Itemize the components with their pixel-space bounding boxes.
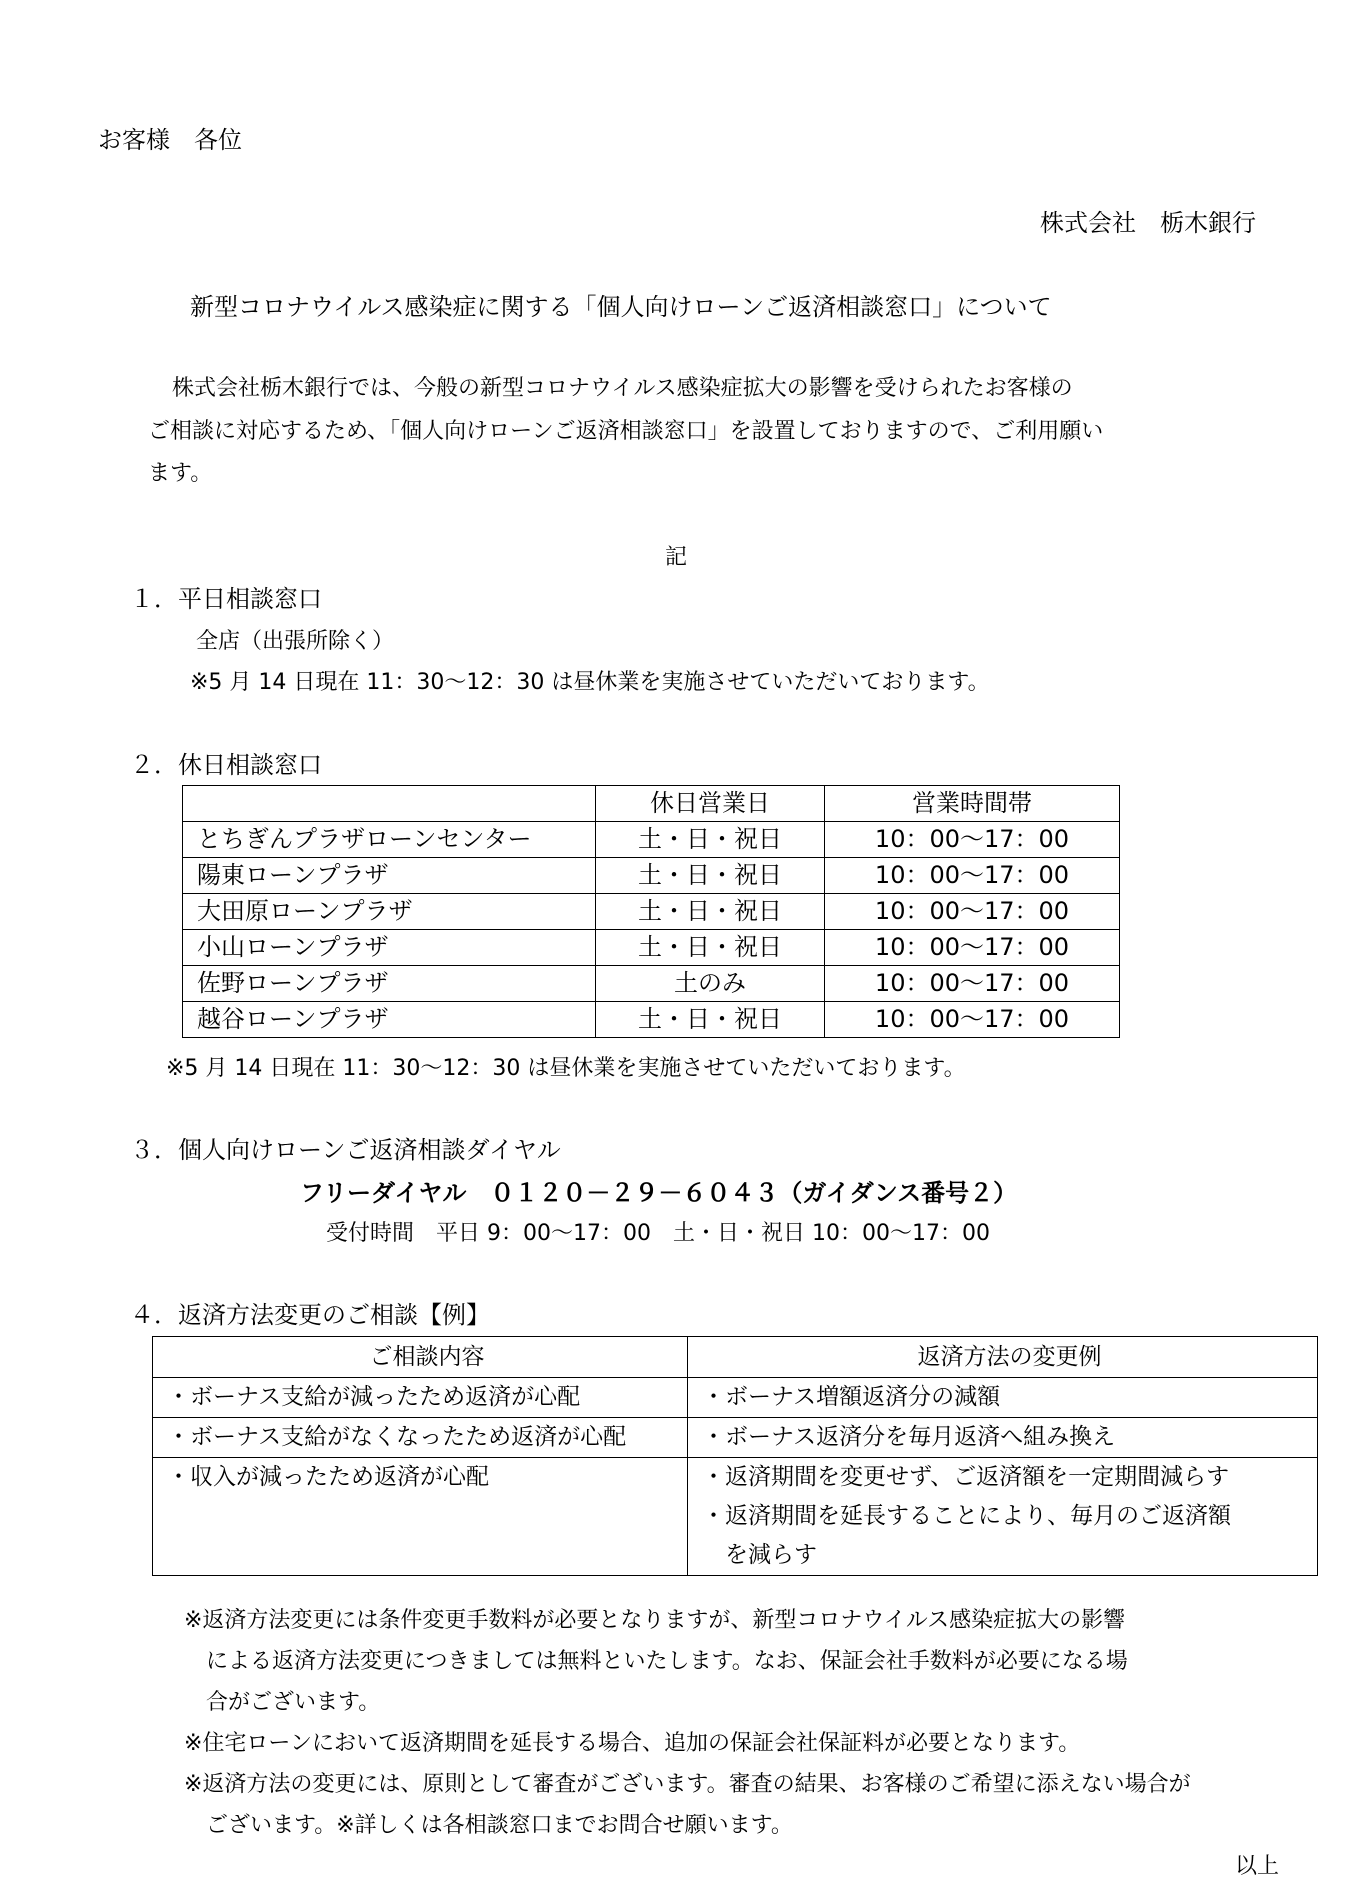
section2-note: ※5 月 14 日現在 11：30～12：30 は昼休業を実施させていただいております。 <box>166 1056 966 1081</box>
consultation-content <box>153 1418 688 1458</box>
plaza-name: 佐野ローンプラザ <box>183 966 596 1002</box>
table-header-row <box>183 786 1120 822</box>
note-line: 合がございます。 <box>184 1690 381 1715</box>
table-header-cell: ご相談内容 <box>153 1337 688 1378</box>
plaza-name: 陽東ローンプラザ <box>183 858 596 894</box>
business-days: 土・日・祝日 <box>596 930 825 966</box>
business-hours: 10：00～17：00 <box>825 894 1120 930</box>
repayment-method-table <box>152 1336 1318 1576</box>
cell-line: ・ボーナス支給が減ったため返済が心配 <box>167 1384 581 1410</box>
section4-heading: ４．返済方法変更のご相談【例】 <box>130 1301 490 1329</box>
table-row <box>183 1002 1120 1038</box>
free-dial-number: フリーダイヤル ０１２０－２９－６０４３（ガイダンス番号２） <box>300 1179 1018 1207</box>
plaza-name: 越谷ローンプラザ <box>183 1002 596 1038</box>
addressee: お客様 各位 <box>98 126 242 154</box>
section2-heading: ２．休日相談窓口 <box>130 751 322 779</box>
cell-line: ・収入が減ったため返済が心配 <box>167 1464 489 1490</box>
business-hours: 10：00～17：00 <box>825 1002 1120 1038</box>
closing-mark: 以上 <box>1234 1854 1279 1879</box>
table-row <box>153 1378 1318 1418</box>
cell-line: ・ボーナス増額返済分の減額 <box>702 1384 1001 1410</box>
plaza-name: とちぎんプラザローンセンター <box>183 822 596 858</box>
table-header-cell: 返済方法の変更例 <box>688 1337 1318 1378</box>
section1-note: ※5 月 14 日現在 11：30～12：30 は昼休業を実施させていただいております。 <box>190 670 990 695</box>
table-header-cell: 休日営業日 <box>596 786 825 822</box>
table-row <box>153 1418 1318 1458</box>
table-row <box>183 858 1120 894</box>
table-header-row <box>153 1337 1318 1378</box>
plaza-name: 小山ローンプラザ <box>183 930 596 966</box>
business-days: 土・日・祝日 <box>596 858 825 894</box>
section1-branches: 全店（出張所除く） <box>196 629 395 654</box>
reception-hours: 受付時間 平日 9：00～17：00 土・日・祝日 10：00～17：00 <box>326 1221 990 1246</box>
section3-heading: ３．個人向けローンご返済相談ダイヤル <box>130 1136 561 1164</box>
section1-heading: １．平日相談窓口 <box>130 585 322 613</box>
consultation-content <box>153 1378 688 1418</box>
table-header-cell: 営業時間帯 <box>825 786 1120 822</box>
intro-line-2: ご相談に対応するため、「個人向けローンご返済相談窓口」を設置しておりますので、ご利用願い <box>148 419 1104 444</box>
note-line: ※返済方法変更には条件変更手数料が必要となりますが、新型コロナウイルス感染症拡大の影響 <box>184 1608 1126 1633</box>
note-line: ※住宅ローンにおいて返済期間を延長する場合、追加の保証会社保証料が必要となります。 <box>184 1731 1081 1756</box>
business-days: 土・日・祝日 <box>596 1002 825 1038</box>
business-hours: 10：00～17：00 <box>825 966 1120 1002</box>
table-row <box>183 930 1120 966</box>
note-line: による返済方法変更につきましては無料といたします。なお、保証会社手数料が必要になる場 <box>184 1649 1128 1674</box>
intro-line-3: ます。 <box>148 461 213 486</box>
business-days: 土・日・祝日 <box>596 822 825 858</box>
cell-line: ・返済期間を変更せず、ご返済額を一定期間減らす <box>702 1464 1230 1490</box>
cell-line: ・ボーナス支給がなくなったため返済が心配 <box>167 1424 627 1450</box>
business-days: 土のみ <box>596 966 825 1002</box>
business-hours: 10：00～17：00 <box>825 930 1120 966</box>
table-row <box>183 966 1120 1002</box>
business-hours: 10：00～17：00 <box>825 822 1120 858</box>
ki-mark: 記 <box>665 545 688 570</box>
table-row <box>183 894 1120 930</box>
note-line: ございます。※詳しくは各相談窓口までお問合せ願います。 <box>184 1813 793 1838</box>
sender: 株式会社 栃木銀行 <box>1040 209 1256 237</box>
cell-line: を減らす <box>702 1542 817 1568</box>
table-header-cell <box>183 786 596 822</box>
business-days: 土・日・祝日 <box>596 894 825 930</box>
table-row <box>153 1458 1318 1576</box>
plaza-name: 大田原ローンプラザ <box>183 894 596 930</box>
cell-line: ・ボーナス返済分を毎月返済へ組み換え <box>702 1424 1116 1450</box>
intro-line-1: 株式会社栃木銀行では、今般の新型コロナウイルス感染症拡大の影響を受けられたお客様の <box>172 376 1073 401</box>
business-hours: 10：00～17：00 <box>825 858 1120 894</box>
change-example <box>688 1378 1318 1418</box>
change-example <box>688 1418 1318 1458</box>
table-row <box>183 822 1120 858</box>
change-example <box>688 1458 1318 1576</box>
document-title: 新型コロナウイルス感染症に関する「個人向けローンご返済相談窓口」について <box>190 293 1052 321</box>
note-line: ※返済方法の変更には、原則として審査がございます。審査の結果、お客様のご希望に添えない場合が <box>184 1772 1191 1797</box>
consultation-content <box>153 1458 688 1576</box>
cell-line: ・返済期間を延長することにより、毎月のご返済額 <box>702 1503 1231 1529</box>
holiday-window-table <box>182 785 1120 1038</box>
